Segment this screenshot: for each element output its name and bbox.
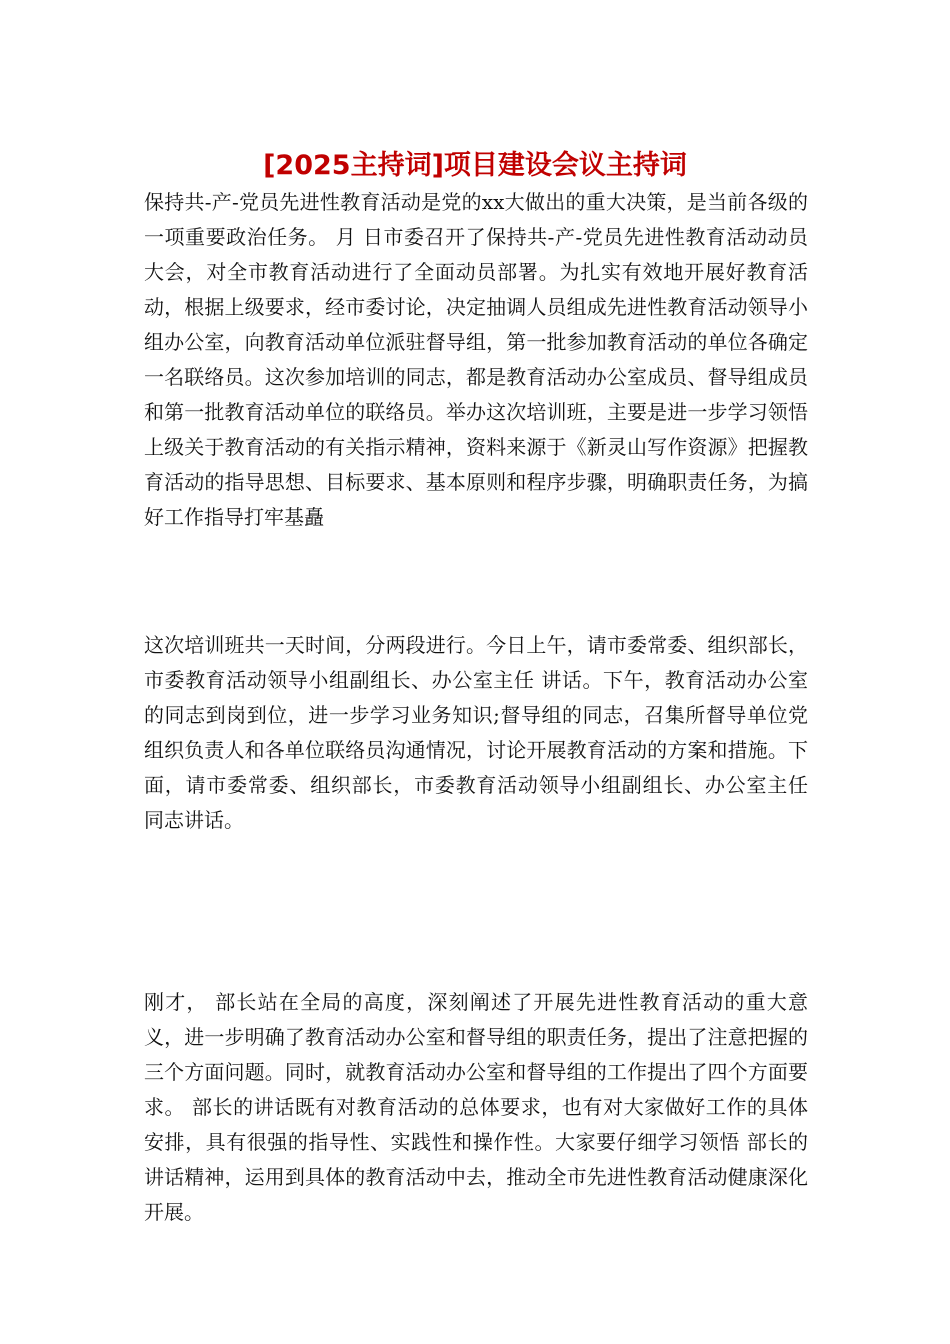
body-paragraph-1: 保持共-产-党员先进性教育活动是党的xx大做出的重大决策，是当前各级的一项重要政治任务。 月 日市委召开了保持共-产-党员先进性教育活动动员大会，对全市教育活动进行了全面动员部署。为扎实有效地开展好教育活动，根据上级要求，经市委讨论，决定抽调人员组成先进性教育活动领导小组办公室，向教育活动单位派驻督导组，第一批参加教育活动的单位各确定一名联络员。这次参加培训的同志，都是教育活动办公室成员、督导组成员和第一批教育活动单位的联络员。举办这次培训班，主要是进一步学习领悟上级关于教育活动的有关指示精神，资料来源于《新灵山写作资源》把握教育活动的指导思想、目标要求、基本原则和程序步骤，明确职责任务，为搞好工作指导打牢基矗: [144, 190, 808, 529]
document-title: [2025主持词]项目建设会议主持词: [263, 150, 687, 181]
body-paragraph-3: 刚才， 部长站在全局的高度，深刻阐述了开展先进性教育活动的重大意义，进一步明确了教育活动办公室和督导组的职责任务，提出了注意把握的三个方面问题。同时，就教育活动办公室和督导组的工作提出了四个方面要求。 部长的讲话既有对教育活动的总体要求，也有对大家做好工作的具体安排，具有很强的指导性、实践性和操作性。大家要仔细学习领悟 部长的讲话精神，运用到具体的教育活动中去，推动全市先进性教育活动健康深化开展。: [144, 990, 808, 1224]
body-paragraph-2: 这次培训班共一天时间，分两段进行。今日上午，请市委常委、组织部长，市委教育活动领导小组副组长、办公室主任 讲话。下午，教育活动办公室的同志到岗到位，进一步学习业务知识;督导组的同志，召集所督导单位党组织负责人和各单位联络员沟通情况，讨论开展教育活动的方案和措施。下面，请市委常委、组织部长，市委教育活动领导小组副组长、办公室主任 同志讲话。: [144, 633, 808, 832]
